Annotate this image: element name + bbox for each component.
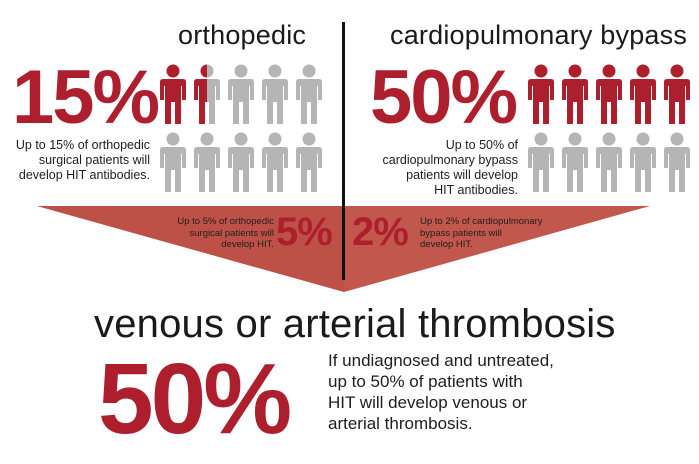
orthopedic-description <box>8 138 150 183</box>
cardio-title: cardiopulmonary bypass <box>390 20 688 50</box>
cardio-hit-percent: 2% <box>352 210 408 254</box>
person-icon <box>660 132 694 192</box>
person-icon <box>626 132 660 192</box>
person-icon <box>292 64 326 124</box>
orthopedic-hit-line: Up to 5% of orthopedic <box>177 216 274 227</box>
thrombosis-title: venous or arterial thrombosis <box>94 302 616 346</box>
person-icon <box>224 64 258 124</box>
thrombosis-description <box>328 350 554 434</box>
person-icon <box>626 64 660 124</box>
thrombosis-desc-line: HIT will develop venous or <box>328 393 528 412</box>
orthopedic-desc-line: develop HIT antibodies. <box>18 168 150 182</box>
orthopedic-desc-line: Up to 15% of orthopedic <box>15 138 150 152</box>
cardio-percent: 50% <box>370 55 517 140</box>
person-icon <box>660 64 694 124</box>
cardio-desc-line: patients will develop <box>406 168 518 182</box>
orthopedic-figure-grid <box>156 64 326 192</box>
person-icon <box>592 132 626 192</box>
person-icon <box>524 64 558 124</box>
orthopedic-hit-line: develop HIT. <box>221 239 274 250</box>
person-icon <box>558 132 592 192</box>
orthopedic-desc-line: surgical patients will <box>38 153 150 167</box>
person-icon <box>258 64 292 124</box>
person-icon <box>558 64 592 124</box>
cardio-desc-line: cardiopulmonary bypass <box>382 153 518 167</box>
person-icon <box>292 132 326 192</box>
orthopedic-percent: 15% <box>12 55 159 140</box>
center-divider <box>342 22 345 280</box>
person-icon <box>258 132 292 192</box>
orthopedic-hit-line: surgical patients will <box>189 227 274 239</box>
thrombosis-desc-line: up to 50% of patients with <box>328 372 523 391</box>
orthopedic-hit-text <box>160 216 274 251</box>
cardio-hit-line: bypass patients will <box>420 227 502 239</box>
cardio-hit-text <box>420 216 560 251</box>
cardio-desc-line: Up to 50% of <box>445 138 518 152</box>
person-icon <box>156 64 190 124</box>
cardio-figure-grid <box>524 64 694 192</box>
thrombosis-desc-line: arterial thrombosis. <box>328 414 473 433</box>
person-icon <box>592 64 626 124</box>
person-icon <box>190 64 224 124</box>
cardio-desc-line: HIT antibodies. <box>434 183 518 197</box>
thrombosis-percent: 50% <box>98 343 290 455</box>
thrombosis-desc-line: If undiagnosed and untreated, <box>328 351 554 370</box>
person-icon <box>224 132 258 192</box>
cardio-description <box>360 138 518 198</box>
person-icon <box>190 132 224 192</box>
orthopedic-hit-percent: 5% <box>276 210 332 254</box>
person-icon <box>524 132 558 192</box>
orthopedic-title: orthopedic <box>178 20 307 50</box>
cardio-hit-line: develop HIT. <box>420 239 473 250</box>
person-icon <box>156 132 190 192</box>
cardio-hit-line: Up to 2% of cardiopulmonary <box>420 216 543 227</box>
